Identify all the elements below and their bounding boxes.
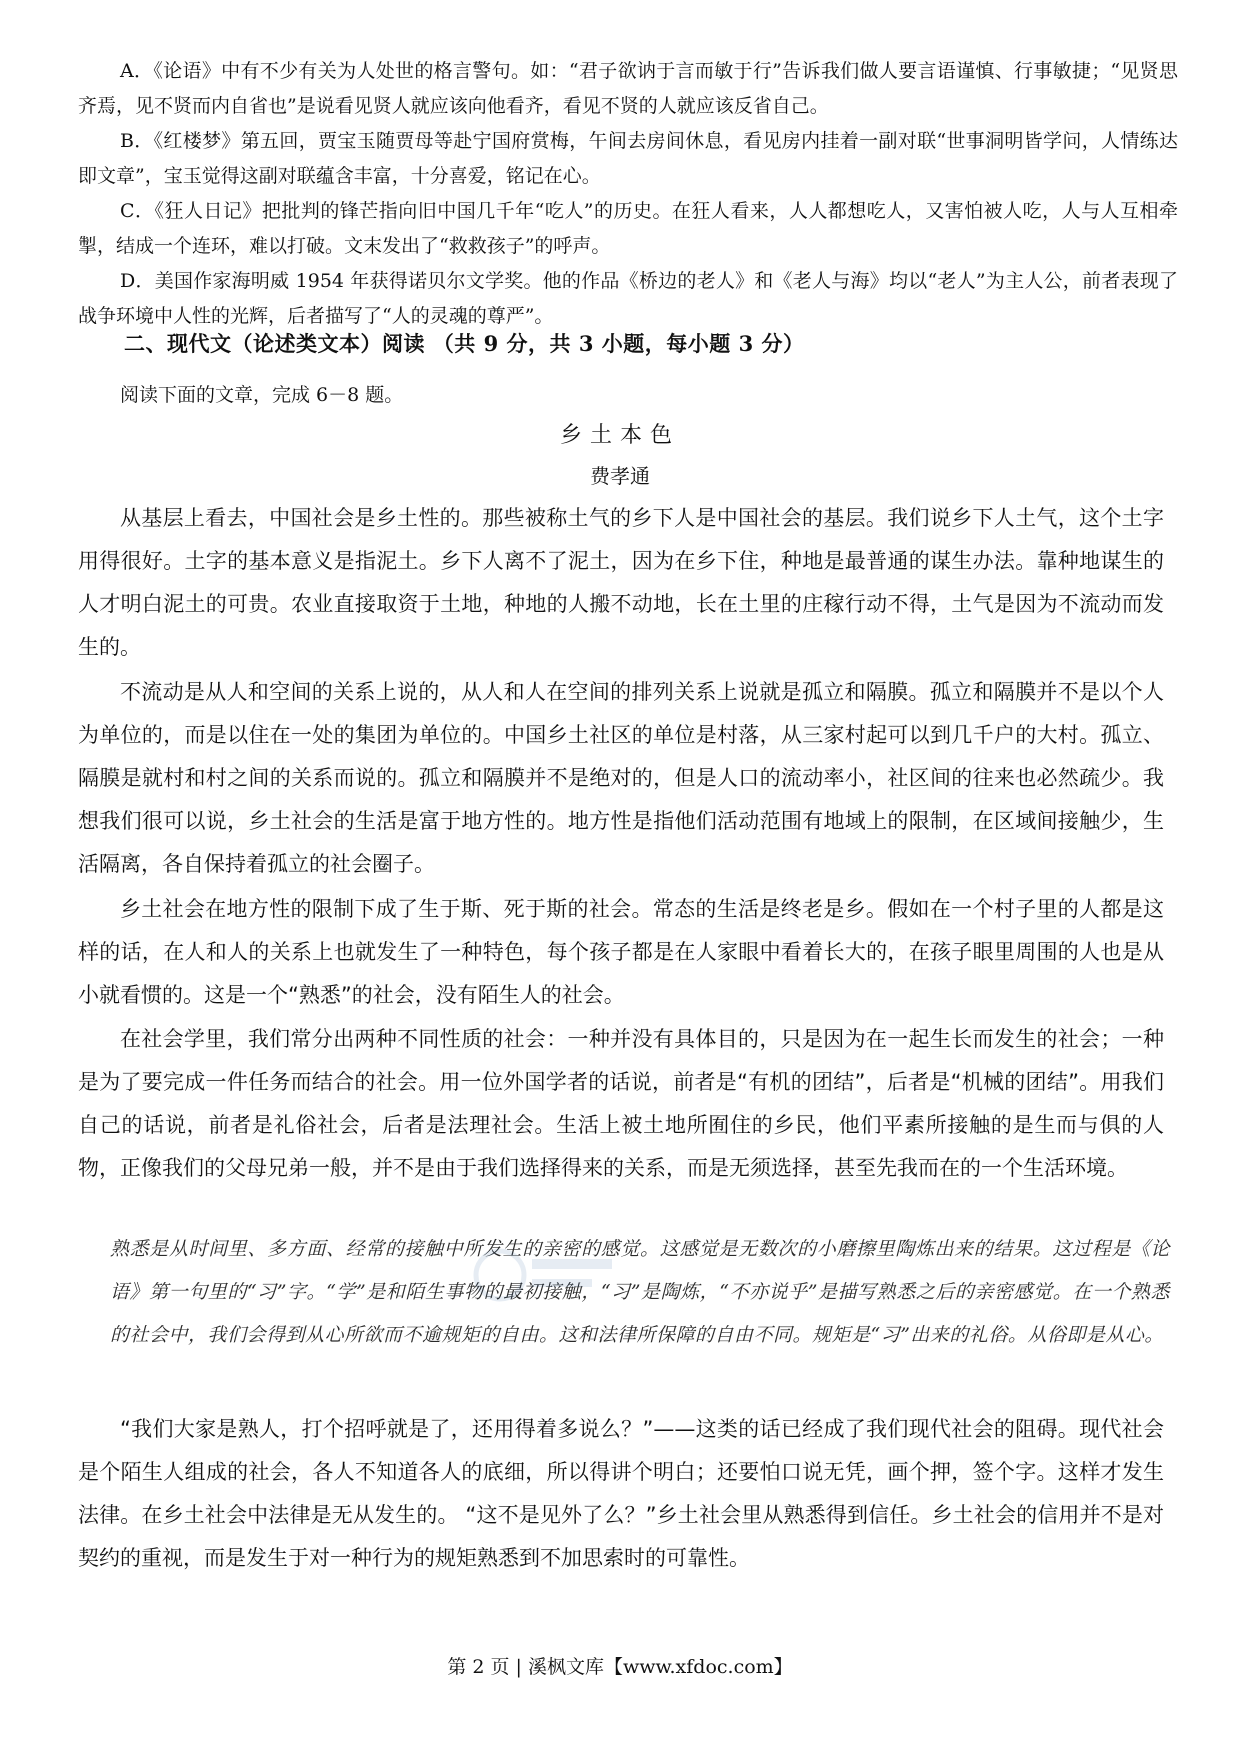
watermark-logo-icon: [470, 1245, 620, 1305]
section-instruction: 阅读下面的文章，完成 6－8 题。: [120, 384, 404, 406]
article-paragraph-last: “我们大家是熟人，打个招呼就是了，还用得着多说么？”——这类的话已经成了我们现代社会的阻碍。现代社会是个陌生人组成的社会，各人不知道各人的底细，所以得讲个明白；还要怕口说无凭，画个押，签个字。这样才发生法律。在乡土社会中法律是无从发生的。 “这不是见外了么？”乡土社会里从熟悉得到信任。乡土社会的信用并不是对契约的重视，而是发生于对一种行为的规矩熟悉到不加思索时的可靠性。: [78, 1417, 1164, 1570]
option-d: D．美国作家海明威 1954 年获得诺贝尔文学奖。他的作品《桥边的老人》和《老人与海》均以“老人”为主人公，前者表现了战争环境中人性的光辉，后者描写了“人的灵魂的尊严”。: [78, 270, 1178, 327]
option-a: A．《论语》中有不少有关为人处世的格言警句。如：“君子欲讷于言而敏于行”告诉我们做人要言语谨慎、行事敏捷；“见贤思齐焉，见不贤而内自省也”是说看见贤人就应该向他看齐，看见不贤的人就应该反省自己。: [78, 60, 1178, 117]
article-paragraph-3: 乡土社会在地方性的限制下成了生于斯、死于斯的社会。常态的生活是终老是乡。假如在一个村子里的人都是这样的话，在人和人的关系上也就发生了一种特色，每个孩子都是在人家眼中看着长大的，在孩子眼里周围的人也是从小就看惯的。这是一个“熟悉”的社会，没有陌生人的社会。: [78, 897, 1164, 1007]
article-title: 乡土本色: [559, 423, 680, 448]
page-footer: 第 2 页 | 溪枫文库【www.xfdoc.com】: [447, 1656, 793, 1678]
option-b: B．《红楼梦》第五回，贾宝玉随贾母等赴宁国府赏梅，午间去房间休息，看见房内挂着一副对联“世事洞明皆学问，人情练达即文章”，宝玉觉得这副对联蕴含丰富，十分喜爱，铭记在心。: [78, 130, 1178, 187]
article-paragraph-2: 不流动是从人和空间的关系上说的，从人和人在空间的排列关系上说就是孤立和隔膜。孤立和隔膜并不是以个人为单位的，而是以住在一处的集团为单位的。中国乡土社区的单位是村落，从三家村起可以到几千户的大村。孤立、隔膜是就村和村之间的关系而说的。孤立和隔膜并不是绝对的，但是人口的流动率小，社区间的往来也必然疏少。我想我们很可以说，乡土社会的生活是富于地方性的。地方性是指他们活动范围有地域上的限制，在区域间接触少，生活隔离，各自保持着孤立的社会圈子。: [78, 680, 1164, 876]
article-author: 费孝通: [590, 464, 650, 488]
option-c: C．《狂人日记》把批判的锋芒指向旧中国几千年“吃人”的历史。在狂人看来，人人都想吃人，又害怕被人吃，人与人互相牵掣，结成一个连环，难以打破。文末发出了“救救孩子”的呼声。: [78, 200, 1178, 257]
handwritten-paragraph: 熟悉是从时间里、多方面、经常的接触中所发生的亲密的感觉。这感觉是无数次的小磨擦里陶炼出来的结果。这过程是《论语》第一句里的“习”字。“学”是和陌生事物的最初接触，“习”是陶炼，“不亦说乎”是描写熟悉之后的亲密感觉。在一个熟悉的社会中，我们会得到从心所欲而不逾规矩的自由。这和法律所保障的自由不同。规矩是“习”出来的礼俗。从俗即是从心。: [110, 1238, 1170, 1346]
article-paragraph-1: 从基层上看去，中国社会是乡土性的。那些被称土气的乡下人是中国社会的基层。我们说乡下人土气，这个土字用得很好。土字的基本意义是指泥土。乡下人离不了泥土，因为在乡下住，种地是最普通的谋生办法。靠种地谋生的人才明白泥土的可贵。农业直接取资于土地，种地的人搬不动地，长在土里的庄稼行动不得，土气是因为不流动而发生的。: [78, 506, 1164, 659]
article-paragraph-4: 在社会学里，我们常分出两种不同性质的社会：一种并没有具体目的，只是因为在一起生长而发生的社会；一种是为了要完成一件任务而结合的社会。用一位外国学者的话说，前者是“有机的团结”，后者是“机械的团结”。用我们自己的话说，前者是礼俗社会，后者是法理社会。生活上被土地所囿住的乡民，他们平素所接触的是生而与俱的人物，正像我们的父母兄弟一般，并不是由于我们选择得来的关系，而是无须选择，甚至先我而在的一个生活环境。: [78, 1027, 1164, 1180]
section-title: 二、现代文（论述类文本）阅读 （共 9 分，共 3 小题，每小题 3 分）: [124, 331, 805, 356]
